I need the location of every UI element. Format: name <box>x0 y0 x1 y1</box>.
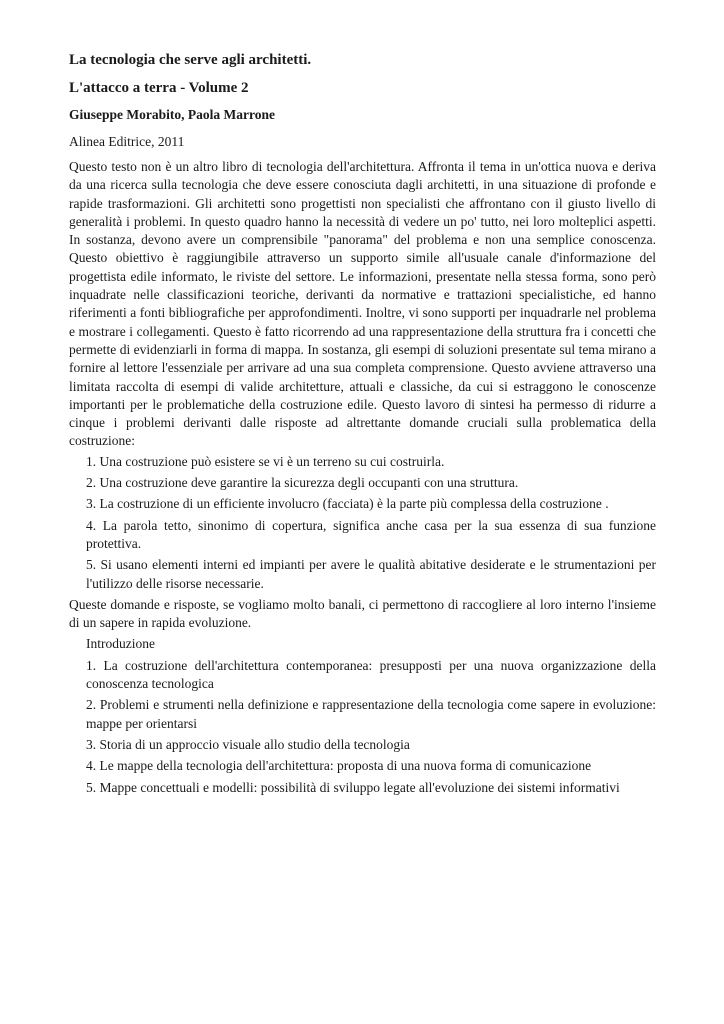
list-item: 4. La parola tetto, sinonimo di copertura, significa anche casa per la sua essenza di sua funzione protettiva. <box>86 517 656 551</box>
book-authors: Giuseppe Morabito, Paola Marrone <box>69 107 275 122</box>
toc-item: 2. Problemi e strumenti nella definizione e rappresentazione della tecnologia come sapere in evoluzione: mappe per orientarsi <box>86 697 656 731</box>
book-description: Questo testo non è un altro libro di tecnologia dell'architettura. Affronta il tema in un'ottica nuova e deriva da una ricerca sulla tecnologia che deve essere conosciuta dagli architetti, in una situazione di profonde e rapide trasformazioni. Gli architetti sono progettisti non specialisti che affrontano con il giusto livello di generalità i problemi. In questo quadro hanno la necessità di vedere un po' tutto, nei loro molteplici aspetti. In sostanza, devono avere un comprensibile "panorama" del problema e non una semplice conoscenza. Questo obiettivo è raggiungibile attraverso un supporto simile all'usuale canale d'informazione del progettista edile informato, le riviste del settore. Le informazioni, presentate nella stessa forma, sono però inquadrate nelle classificazioni teoriche, derivanti da normative e trattazioni specialistiche, ed hanno riferimenti a fonti bibliografiche per approfondimenti. Inoltre, vi sono supporti per inquadrarle nel problema e mostrare i collegamenti. Questo è fatto ricorrendo ad una rappresentazione della struttura fra i concetti che permette di evidenziarli in forma di mappa. In sostanza, gli esempi di soluzioni presentate sul tema mirano a fornire al lettore l'essenziale per arrivare ad una sua completa comprensione. Questo avviene attraverso una limitata raccolta di esempi di valide architetture, attuali e classiche, da cui si estraggono le conoscenze importanti per le problematiche della costruzione edile. Questo lavoro di sintesi ha permesso di ridurre a cinque i problemi derivanti dalle risposte ad altrettante domande cruciali sulla problematica della costruzione: <box>69 159 656 449</box>
toc-item: 5. Mappe concettuali e modelli: possibilità di sviluppo legate all'evoluzione dei sistemi informativi <box>86 779 620 795</box>
toc-item: 4. Le mappe della tecnologia dell'architettura: proposta di una nuova forma di comunicazione <box>86 758 592 774</box>
list-item: 2. Una costruzione deve garantire la sicurezza degli occupanti con una struttura. <box>86 475 519 491</box>
toc-item: 3. Storia di un approccio visuale allo studio della tecnologia <box>86 736 410 752</box>
questions-list <box>69 453 656 593</box>
document-page <box>69 50 656 800</box>
list-item: 1. Una costruzione può esistere se vi è un terreno su cui costruirla. <box>86 453 445 469</box>
book-title: La tecnologia che serve agli architetti. <box>69 52 312 68</box>
closing-paragraph: Queste domande e risposte, se vogliamo molto banali, ci permettono di raccogliere al loro interno l'insieme di un sapere in rapida evoluzione. <box>69 596 656 631</box>
list-item: 3. La costruzione di un efficiente involucro (facciata) è la parte più complessa della costruzione . <box>86 496 609 512</box>
toc-item: 1. La costruzione dell'architettura contemporanea: presupposti per una nuova organizzazione della conoscenza tecnologica <box>86 657 656 692</box>
list-item: 5. Si usano elementi interni ed impianti per avere le qualità abitative desiderate e le strumentazioni per l'utilizzo delle risorse necessarie. <box>86 557 656 591</box>
book-publisher: Alinea Editrice, 2011 <box>69 134 185 149</box>
toc-heading: Introduzione <box>86 636 155 652</box>
table-of-contents <box>69 657 656 797</box>
book-subtitle: L'attacco a terra - Volume 2 <box>69 80 249 96</box>
